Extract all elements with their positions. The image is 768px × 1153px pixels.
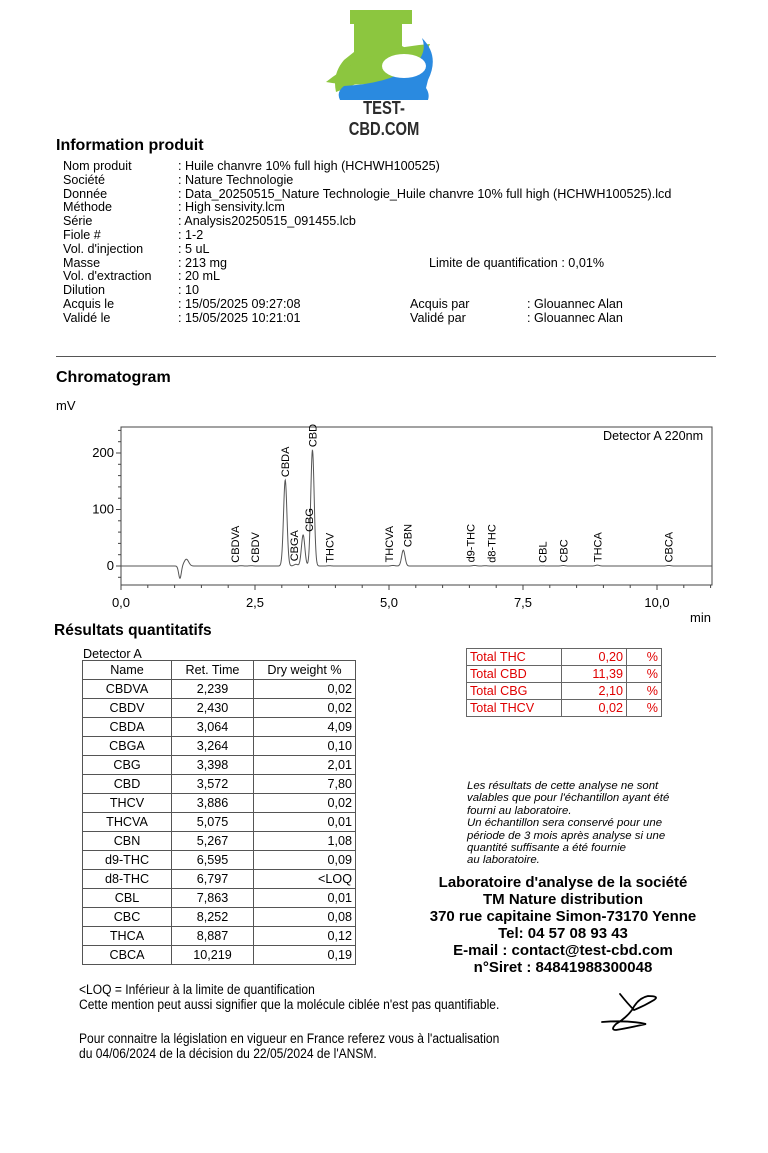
compound-name: CBL bbox=[83, 889, 172, 908]
retention-time: 3,572 bbox=[172, 775, 254, 794]
info-label: Vol. d'injection bbox=[63, 241, 144, 256]
total-value: 0,02 bbox=[562, 700, 627, 717]
table-row bbox=[83, 927, 356, 946]
table-row bbox=[83, 813, 356, 832]
info-value: : 15/05/2025 09:27:08 bbox=[178, 296, 301, 311]
dry-weight: 0,19 bbox=[254, 946, 356, 965]
info-value: : 1-2 bbox=[178, 227, 204, 242]
table-row bbox=[83, 889, 356, 908]
dry-weight: <LOQ bbox=[254, 870, 356, 889]
table-row bbox=[83, 699, 356, 718]
disclaimer-line: Un échantillon sera conservé pour une bbox=[467, 817, 663, 830]
disclaimer-note bbox=[467, 780, 669, 867]
table-row bbox=[83, 946, 356, 965]
retention-time: 2,430 bbox=[172, 699, 254, 718]
info-label: Série bbox=[63, 214, 93, 229]
retention-time: 10,219 bbox=[172, 946, 254, 965]
dry-weight: 0,01 bbox=[254, 813, 356, 832]
total-unit: % bbox=[627, 649, 662, 666]
compound-name: CBDV bbox=[83, 699, 172, 718]
legislation-note bbox=[79, 1032, 499, 1061]
peak-label: CBCA bbox=[663, 531, 676, 563]
dry-weight: 0,08 bbox=[254, 908, 356, 927]
total-value: 0,20 bbox=[562, 649, 627, 666]
y-axis-unit: mV bbox=[56, 398, 76, 413]
table-row bbox=[83, 680, 356, 699]
disclaimer-line: période de 3 mois après analyse si une bbox=[467, 829, 666, 842]
chromatogram-trace bbox=[121, 450, 712, 578]
retention-time: 7,863 bbox=[172, 889, 254, 908]
loq-note-line: <LOQ = Inférieur à la limite de quantification bbox=[79, 982, 315, 997]
compound-name: CBDA bbox=[83, 718, 172, 737]
table-row bbox=[83, 756, 356, 775]
retention-time: 6,595 bbox=[172, 851, 254, 870]
info-label: Nom produit bbox=[63, 159, 132, 173]
info-value: : Data_20250515_Nature Technologie_Huile chanvre 10% full high (HCHWH100525).lcd bbox=[178, 186, 672, 201]
results-detector-label: Detector A bbox=[83, 647, 142, 661]
lab-address: 370 rue capitaine Simon-73170 Yenne bbox=[429, 908, 697, 925]
table-row bbox=[83, 775, 356, 794]
peak-label: CBDVA bbox=[230, 525, 243, 563]
table-row bbox=[83, 737, 356, 756]
detector-label: Detector A 220nm bbox=[603, 429, 704, 443]
peak-label: CBL bbox=[537, 541, 550, 563]
peak-label: d8-THC bbox=[486, 524, 499, 563]
x-tick-label: 5,0 bbox=[379, 595, 399, 610]
dry-weight: 0,12 bbox=[254, 927, 356, 946]
total-unit: % bbox=[627, 666, 662, 683]
info-value: : 10 bbox=[178, 283, 200, 298]
retention-time: 3,064 bbox=[172, 718, 254, 737]
peak-label: CBN bbox=[402, 523, 415, 548]
retention-time: 6,797 bbox=[172, 870, 254, 889]
compound-name: THCV bbox=[83, 794, 172, 813]
retention-time: 8,887 bbox=[172, 927, 254, 946]
peak-label: CBDA bbox=[280, 446, 293, 478]
totals-row bbox=[467, 666, 662, 683]
results-table bbox=[82, 660, 356, 965]
table-row bbox=[83, 794, 356, 813]
dry-weight: 1,08 bbox=[254, 832, 356, 851]
x-tick-label: 7,5 bbox=[513, 595, 533, 610]
dry-weight: 4,09 bbox=[254, 718, 356, 737]
compound-name: CBCA bbox=[83, 946, 172, 965]
total-unit: % bbox=[627, 700, 662, 717]
compound-name: CBG bbox=[83, 756, 172, 775]
disclaimer-line: quantité suffisante a été fournie bbox=[467, 842, 626, 855]
signature-icon bbox=[598, 990, 668, 1040]
retention-time: 5,075 bbox=[172, 813, 254, 832]
retention-time: 2,239 bbox=[172, 680, 254, 699]
total-label: Total THCV bbox=[467, 700, 562, 717]
retention-time: 3,398 bbox=[172, 756, 254, 775]
acquired-by-value: : Glouannec Alan bbox=[527, 297, 623, 311]
dry-weight: 0,10 bbox=[254, 737, 356, 756]
legislation-note-line: Pour connaitre la législation en vigueur en France referez vous à l'actualisation bbox=[79, 1031, 500, 1046]
totals-row bbox=[467, 700, 662, 717]
dry-weight: 0,02 bbox=[254, 699, 356, 718]
retention-time: 8,252 bbox=[172, 908, 254, 927]
column-header-ret-time: Ret. Time bbox=[172, 661, 254, 680]
info-value: : 5 uL bbox=[178, 241, 210, 256]
disclaimer-line: Les résultats de cette analyse ne sont bbox=[467, 780, 659, 792]
lab-contact-block bbox=[410, 874, 716, 976]
retention-time: 5,267 bbox=[172, 832, 254, 851]
info-label: Méthode bbox=[63, 200, 113, 215]
info-label: Donnée bbox=[63, 186, 108, 201]
info-label: Acquis le bbox=[63, 296, 115, 311]
table-row bbox=[83, 832, 356, 851]
compound-name: d8-THC bbox=[83, 870, 172, 889]
results-header-row bbox=[83, 661, 356, 680]
compound-name: CBGA bbox=[83, 737, 172, 756]
column-header-name: Name bbox=[83, 661, 172, 680]
table-row bbox=[83, 908, 356, 927]
info-value: : 20 mL bbox=[178, 269, 220, 284]
info-value: : High sensivity.lcm bbox=[178, 200, 285, 215]
legislation-note-line: du 04/06/2024 de la décision du 22/05/2024 de l'ANSM. bbox=[79, 1045, 377, 1061]
dry-weight: 0,02 bbox=[254, 680, 356, 699]
totals-table bbox=[466, 648, 662, 717]
dry-weight: 0,02 bbox=[254, 794, 356, 813]
info-value: : Huile chanvre 10% full high (HCHWH100525) bbox=[178, 159, 440, 173]
compound-name: d9-THC bbox=[83, 851, 172, 870]
peak-label: CBC bbox=[558, 539, 571, 563]
peak-label: THCA bbox=[592, 532, 605, 563]
retention-time: 3,264 bbox=[172, 737, 254, 756]
lab-company: TM Nature distribution bbox=[483, 891, 643, 908]
plot-frame bbox=[121, 427, 712, 585]
table-row bbox=[83, 718, 356, 737]
info-value: : 15/05/2025 10:21:01 bbox=[178, 310, 301, 325]
validated-by-value: : Glouannec Alan bbox=[527, 311, 623, 325]
info-label: Dilution bbox=[63, 283, 105, 298]
info-label: Société bbox=[63, 172, 106, 187]
validated-by-label: Validé par bbox=[410, 311, 466, 325]
x-tick-label: 10,0 bbox=[644, 595, 670, 610]
x-tick-label: 2,5 bbox=[245, 595, 265, 610]
total-value: 11,39 bbox=[562, 666, 627, 683]
compound-name: THCVA bbox=[83, 813, 172, 832]
section-title-chromatogram: Chromatogram bbox=[56, 369, 171, 386]
disclaimer-line: valables que pour l'échantillon ayant été bbox=[467, 792, 670, 805]
info-value: : Nature Technologie bbox=[178, 172, 294, 187]
info-label: Masse bbox=[63, 255, 101, 270]
info-label: Fiole # bbox=[63, 227, 101, 242]
info-label: Vol. d'extraction bbox=[63, 269, 152, 284]
table-row bbox=[83, 870, 356, 889]
x-tick-label: 0,0 bbox=[111, 595, 131, 610]
loq-note bbox=[79, 983, 499, 1012]
lab-email: E-mail : contact@test-cbd.com bbox=[453, 942, 673, 959]
lab-phone: Tel: 04 57 08 93 43 bbox=[498, 925, 628, 942]
lab-name: Laboratoire d'analyse de la société bbox=[438, 874, 688, 891]
peak-label: CBGA bbox=[288, 530, 301, 562]
total-label: Total THC bbox=[467, 649, 562, 666]
peak-label: CBDV bbox=[250, 532, 263, 563]
dry-weight: 2,01 bbox=[254, 756, 356, 775]
info-label: Validé le bbox=[63, 310, 111, 325]
peak-label: THCV bbox=[324, 532, 337, 563]
y-tick-label: 0 bbox=[106, 558, 114, 573]
peak-label: CBG bbox=[304, 508, 317, 532]
x-axis-unit: min bbox=[690, 610, 711, 625]
totals-row bbox=[467, 649, 662, 666]
quantification-limit: Limite de quantification : 0,01% bbox=[429, 256, 605, 270]
compound-name: CBN bbox=[83, 832, 172, 851]
section-title-results: Résultats quantitatifs bbox=[54, 622, 212, 639]
disclaimer-line: fourni au laboratoire. bbox=[467, 804, 572, 817]
table-row bbox=[83, 851, 356, 870]
compound-name: CBC bbox=[83, 908, 172, 927]
compound-name: CBDVA bbox=[83, 680, 172, 699]
peak-label: d9-THC bbox=[465, 523, 478, 563]
dry-weight: 0,01 bbox=[254, 889, 356, 908]
total-value: 2,10 bbox=[562, 683, 627, 700]
compound-name: THCA bbox=[83, 927, 172, 946]
dry-weight: 7,80 bbox=[254, 775, 356, 794]
logo-text: TEST-CBD.COM bbox=[348, 98, 420, 139]
totals-row bbox=[467, 683, 662, 700]
retention-time: 3,886 bbox=[172, 794, 254, 813]
section-title-information: Information produit bbox=[56, 137, 204, 154]
total-label: Total CBD bbox=[467, 666, 562, 683]
info-value: : Analysis20250515_091455.lcb bbox=[178, 214, 356, 229]
total-label: Total CBG bbox=[467, 683, 562, 700]
disclaimer-line: au laboratoire. bbox=[467, 854, 540, 867]
dry-weight: 0,09 bbox=[254, 851, 356, 870]
peak-label: CBD bbox=[307, 423, 320, 448]
info-value: : 213 mg bbox=[178, 255, 228, 270]
compound-name: CBD bbox=[83, 775, 172, 794]
peak-label: THCVA bbox=[384, 525, 397, 563]
total-unit: % bbox=[627, 683, 662, 700]
column-header-dry-weight: Dry weight % bbox=[254, 661, 356, 680]
y-tick-label: 100 bbox=[92, 501, 114, 517]
loq-note-line: Cette mention peut aussi signifier que la molécule ciblée n'est pas quantifiable. bbox=[79, 996, 500, 1012]
lab-siret: n°Siret : 84841988300048 bbox=[473, 959, 653, 976]
acquired-by-label: Acquis par bbox=[410, 297, 470, 311]
y-tick-label: 200 bbox=[92, 445, 114, 460]
